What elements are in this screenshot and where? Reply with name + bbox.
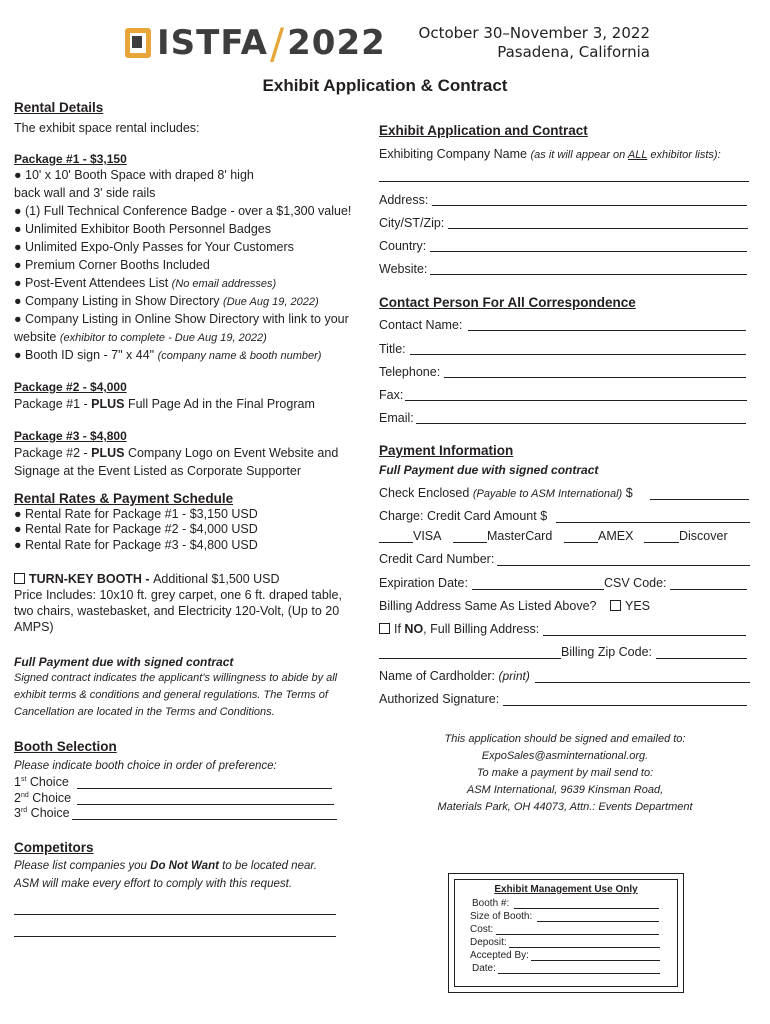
mail-email: ExpoSales@asminternational.org. [481,750,649,762]
choice-num: 2 [14,791,21,805]
rates-heading: Rental Rates & Payment Schedule [14,491,234,506]
discover-field[interactable] [644,542,679,543]
billing-yes-checkbox[interactable] [610,600,621,611]
choice-num: 3 [14,806,21,820]
note-c: exhibitor lists): [647,149,721,161]
note-b: ALL [627,149,648,161]
country-label: Country: [379,239,427,253]
turnkey-label: TURN-KEY BOOTH - [29,572,154,586]
charge-amount-field[interactable] [556,522,750,523]
billing-address-field-2[interactable] [379,658,561,659]
mail-address: ASM International, 9639 Kinsman Road, [466,784,664,796]
rate-item: ● Rental Rate for Package #3 - $4,800 USD [14,538,258,552]
page-title: Exhibit Application & Contract [262,76,508,95]
turnkey-desc: two chairs, wastebasket, and Electricity 120-Volt, (Up to 20 [14,604,340,618]
check-dollar: $ [622,486,633,500]
choice-suffix: nd [20,791,29,799]
package1-item: ● Premium Corner Booths Included [14,258,210,272]
package1-item [14,348,321,362]
office-row-field[interactable] [514,908,659,909]
rental-intro: The exhibit space rental includes: [14,121,200,135]
mastercard-label: MasterCard [487,529,553,543]
choice-1-field[interactable] [77,788,332,789]
csv-label: CSV Code: [604,576,667,590]
check-note: (Payable to ASM International) [472,488,623,500]
office-row-field[interactable] [496,934,659,935]
billing-no-checkbox[interactable] [379,623,390,634]
fax-label: Fax: [379,388,404,402]
country-field[interactable] [430,251,747,252]
office-row-field[interactable] [537,921,659,922]
cc-number-label: Credit Card Number: [379,552,495,566]
city-label: City/ST/Zip: [379,216,445,230]
logo-text: ISTFA [157,23,268,63]
discover-label: Discover [679,529,728,543]
label-note [530,149,720,161]
note-c: to be located near. [218,860,317,872]
booth-note: Please indicate booth choice in order of preference: [14,760,277,772]
visa-field[interactable] [379,542,413,543]
note-b: Do Not Want [150,860,219,872]
package3-title: Package #3 - $4,800 [14,429,127,443]
full-billing-text: , Full Billing Address: [423,622,540,636]
choice-num: 1 [14,775,21,789]
competitor-field[interactable] [14,936,336,937]
terms-text: Cancellation are located in the Terms and Conditions. [14,706,275,718]
billing-zip-label: Billing Zip Code: [561,645,653,659]
logo-slash: / [269,18,286,68]
check-text: Check Enclosed [379,486,473,500]
competitor-field[interactable] [14,914,336,915]
mail-text: To make a payment by mail send to: [476,767,654,779]
print-note: (print) [498,669,530,683]
package1-item [14,330,267,344]
package1-item: back wall and 3' side rails [14,186,156,200]
package1-title: Package #1 - $3,150 [14,152,127,166]
desc-a: Package #2 - [14,446,92,460]
office-row-label: Size of Booth: [470,911,533,922]
rate-item: ● Rental Rate for Package #1 - $3,150 USD [14,507,258,521]
location-line: Pasadena, California [497,43,650,61]
billing-address-field[interactable] [543,635,746,636]
item-note: (No email addresses) [171,278,277,290]
cardholder-label [379,669,530,683]
address-label: Address: [379,193,429,207]
package2-desc [14,397,315,411]
package1-item: ● 10' x 10' Booth Space with draped 8' high [14,168,254,182]
email-label: Email: [379,411,414,425]
desc-a: Package #1 - [14,397,92,411]
turnkey-price: Additional $1,500 USD [153,572,280,586]
dates-line: October 30–November 3, 2022 [418,24,650,42]
logo-mark-icon [125,28,151,58]
website-field[interactable] [430,274,747,275]
application-heading: Exhibit Application and Contract [379,123,588,138]
visa-label: VISA [413,529,442,543]
company-name-field[interactable] [379,181,749,182]
telephone-label: Telephone: [379,365,441,379]
note-a: Please list companies you [14,860,151,872]
choice-2-field[interactable] [77,804,334,805]
desc-plus: PLUS [91,397,125,411]
email-field[interactable] [416,423,746,424]
rate-item: ● Rental Rate for Package #2 - $4,000 USD [14,522,258,536]
amex-field[interactable] [564,542,598,543]
competitors-note [14,860,317,872]
booth-selection-heading: Booth Selection [14,739,117,754]
desc-c: Full Page Ad in the Final Program [124,397,315,411]
item-note: (company name & booth number) [157,350,322,362]
payment-sub: Full Payment due with signed contract [379,463,599,477]
check-amount-field[interactable] [650,499,749,500]
office-row-label: Accepted By: [470,950,529,961]
competitors-note-2: ASM will make every effort to comply with this request. [14,878,293,890]
item-text: ● Company Listing in Show Directory [14,294,220,308]
item-text: website [14,330,57,344]
package1-item: ● Company Listing in Online Show Directory with link to your [14,312,349,326]
turnkey-checkbox[interactable] [14,573,25,584]
competitors-heading: Competitors [14,840,94,855]
package3-desc-2: Signage at the Event Listed as Corporate Supporter [14,464,301,478]
check-label [379,486,633,500]
company-name-label [379,147,721,161]
office-row-label: Cost: [470,924,494,935]
logo-year: 2022 [287,23,386,63]
yes-label: YES [625,599,651,613]
payment-heading: Payment Information [379,443,514,458]
choice-text: Choice [27,806,70,820]
package1-item [14,276,276,290]
contact-heading: Contact Person For All Correspondence [379,295,636,310]
turnkey-desc: Price Includes: 10x10 ft. grey carpet, one 6 ft. draped table, [14,588,342,602]
billing-zip-field[interactable] [656,658,747,659]
item-text: ● Booth ID sign - 7" x 44" [14,348,158,362]
signature-label: Authorized Signature: [379,692,500,706]
choice-2-label [14,791,71,805]
turnkey-desc: AMPS) [14,620,54,634]
office-row-label: Deposit: [470,937,507,948]
terms-heading: Full Payment due with signed contract [14,655,234,669]
label-text: Exhibiting Company Name [379,147,527,161]
choice-1-label [14,775,69,789]
note-a: (as it will appear on [530,149,628,161]
terms-text: Signed contract indicates the applicant's willingness to abide by all [14,672,338,684]
title-label: Title: [379,342,406,356]
charge-label: Charge: Credit Card Amount $ [379,509,548,523]
mail-text: This application should be signed and emailed to: [444,733,686,745]
mail-address: Materials Park, OH 44073, Attn.: Events Department [437,801,693,813]
contact-name-label: Contact Name: [379,318,463,332]
istfa-logo [125,18,386,68]
item-text: ● Post-Event Attendees List [14,276,169,290]
package1-item: ● Unlimited Expo-Only Passes for Your Customers [14,240,294,254]
cardholder-text: Name of Cardholder: [379,669,499,683]
billing-no-option[interactable] [379,622,539,636]
desc-c: Company Logo on Event Website and [124,446,339,460]
office-row-label: Booth #: [472,898,510,909]
item-note: (exhibitor to complete - Due Aug 19, 2022) [59,332,267,344]
amex-label: AMEX [598,529,634,543]
address-field[interactable] [432,205,747,206]
no-text: NO [404,622,424,636]
billing-yes-option[interactable] [610,599,650,613]
choice-suffix: rd [20,806,28,814]
event-dates [400,24,650,62]
city-field[interactable] [448,228,748,229]
package1-item [14,294,319,308]
terms-text: exhibit terms & conditions and general regulations. The Terms of [14,689,328,701]
expiration-field[interactable] [472,589,604,590]
turnkey-option[interactable] [14,572,280,586]
cc-number-field[interactable] [497,565,750,566]
package2-title: Package #2 - $4,000 [14,380,127,394]
rental-details-heading: Rental Details [14,100,104,115]
signature-field[interactable] [503,705,747,706]
title-field[interactable] [410,354,746,355]
choice-suffix: st [20,775,27,783]
choice-3-label [14,806,70,820]
desc-plus: PLUS [91,446,125,460]
package1-item: ● Unlimited Exhibitor Booth Personnel Badges [14,222,271,236]
telephone-field[interactable] [444,377,746,378]
package1-item: ● (1) Full Technical Conference Badge - over a $1,300 value! [14,204,352,218]
office-use-heading: Exhibit Management Use Only [494,884,638,895]
billing-same-label: Billing Address Same As Listed Above? [379,599,597,613]
mastercard-field[interactable] [453,542,487,543]
contact-name-field[interactable] [468,330,746,331]
choice-3-field[interactable] [72,819,337,820]
office-row-label: Date: [472,963,496,974]
office-row-field[interactable] [498,973,660,974]
website-label: Website: [379,262,428,276]
office-row-field[interactable] [509,947,660,948]
csv-field[interactable] [670,589,747,590]
fax-field[interactable] [405,400,747,401]
expiration-label: Expiration Date: [379,576,468,590]
choice-text: Choice [28,791,72,805]
cardholder-field[interactable] [535,682,750,683]
item-note: (Due Aug 19, 2022) [223,296,319,308]
if-text: If [394,622,405,636]
package3-desc [14,446,338,460]
choice-text: Choice [26,775,69,789]
office-row-field[interactable] [531,960,660,961]
